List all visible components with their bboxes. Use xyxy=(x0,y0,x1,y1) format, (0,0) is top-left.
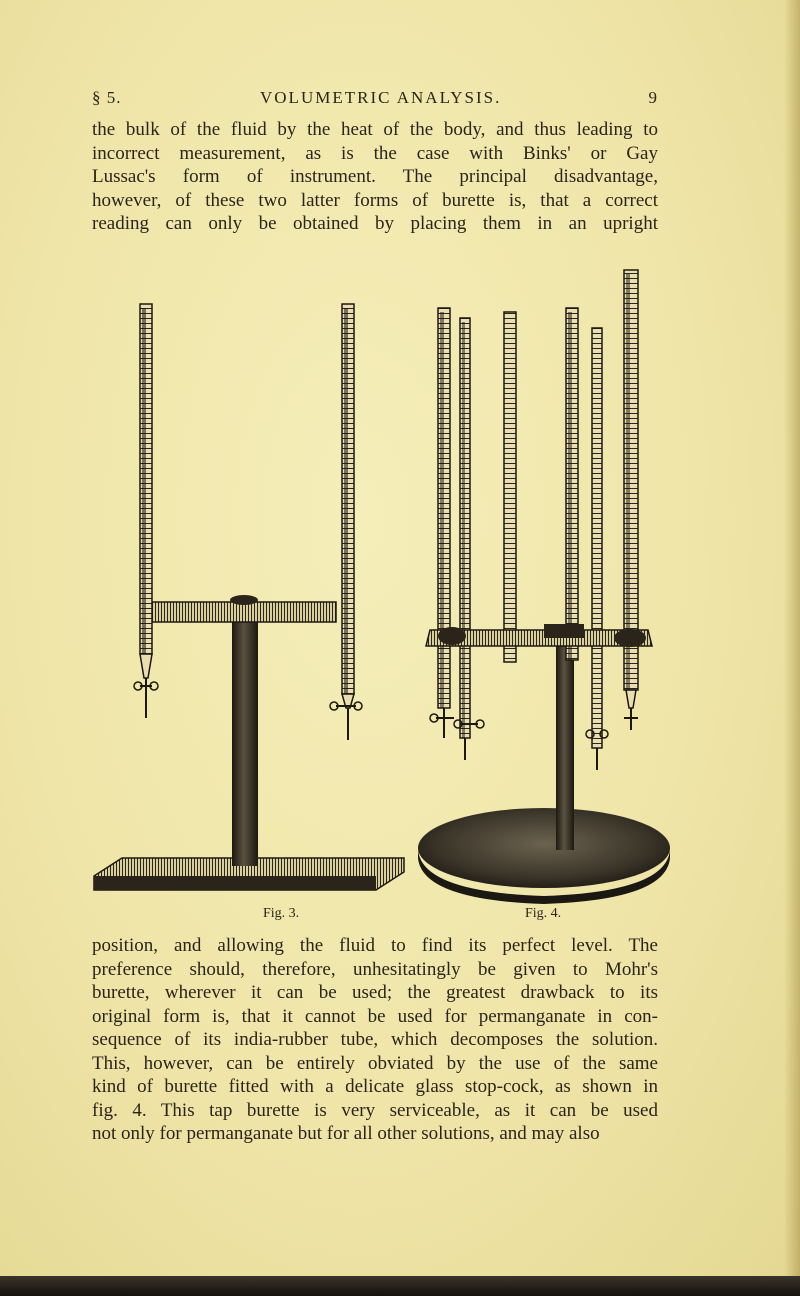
text-line: kind of burette fitted with a delicate glass stop-cock, as shown in xyxy=(92,1076,658,1097)
text-line: original form is, that it cannot be used for permanganate in con- xyxy=(92,1005,658,1027)
text-line: however, of these two latter forms of burette is, that a correct xyxy=(92,189,658,211)
text-line: Lussac's form of instrument. The principal disadvantage, xyxy=(92,166,658,187)
running-header xyxy=(92,88,658,116)
text-line: reading can only be obtained by placing them in an upright xyxy=(92,213,658,234)
text-line: preference should, therefore, unhesitatingly be given to Mohr's xyxy=(92,958,658,980)
text-line: burette, wherever it can be used; the greatest drawback to its xyxy=(92,982,658,1003)
text-line: the bulk of the fluid by the heat of the body, and thus leading to xyxy=(92,119,658,140)
fig4-stand xyxy=(418,270,670,904)
paragraph-bottom xyxy=(92,934,658,1146)
burette-illustrations xyxy=(92,268,674,906)
scan-bottom-edge xyxy=(0,1276,800,1296)
text-line: This, however, can be entirely obviated by the use of the same xyxy=(92,1052,658,1074)
page-edge-shadow xyxy=(784,0,800,1296)
section-number: § 5. xyxy=(92,88,122,107)
paragraph-top xyxy=(92,118,658,236)
page-number: 9 xyxy=(648,88,658,107)
text-line: position, and allowing the fluid to find its perfect level. The xyxy=(92,935,658,956)
fig3-stand xyxy=(94,304,404,890)
text-line: fig. 4. This tap burette is very serviceable, as it can be used xyxy=(92,1099,658,1121)
running-title: VOLUMETRIC ANALYSIS. xyxy=(260,88,502,107)
text-line: sequence of its india-rubber tube, which decomposes the solution. xyxy=(92,1029,658,1050)
text-line: incorrect measurement, as is the case with Binks' or Gay xyxy=(92,142,658,164)
text-line: not only for permanganate but for all other solutions, and may also xyxy=(92,1123,600,1144)
fig4-caption: Fig. 4. xyxy=(525,906,562,921)
fig3-caption: Fig. 3. xyxy=(263,906,300,921)
